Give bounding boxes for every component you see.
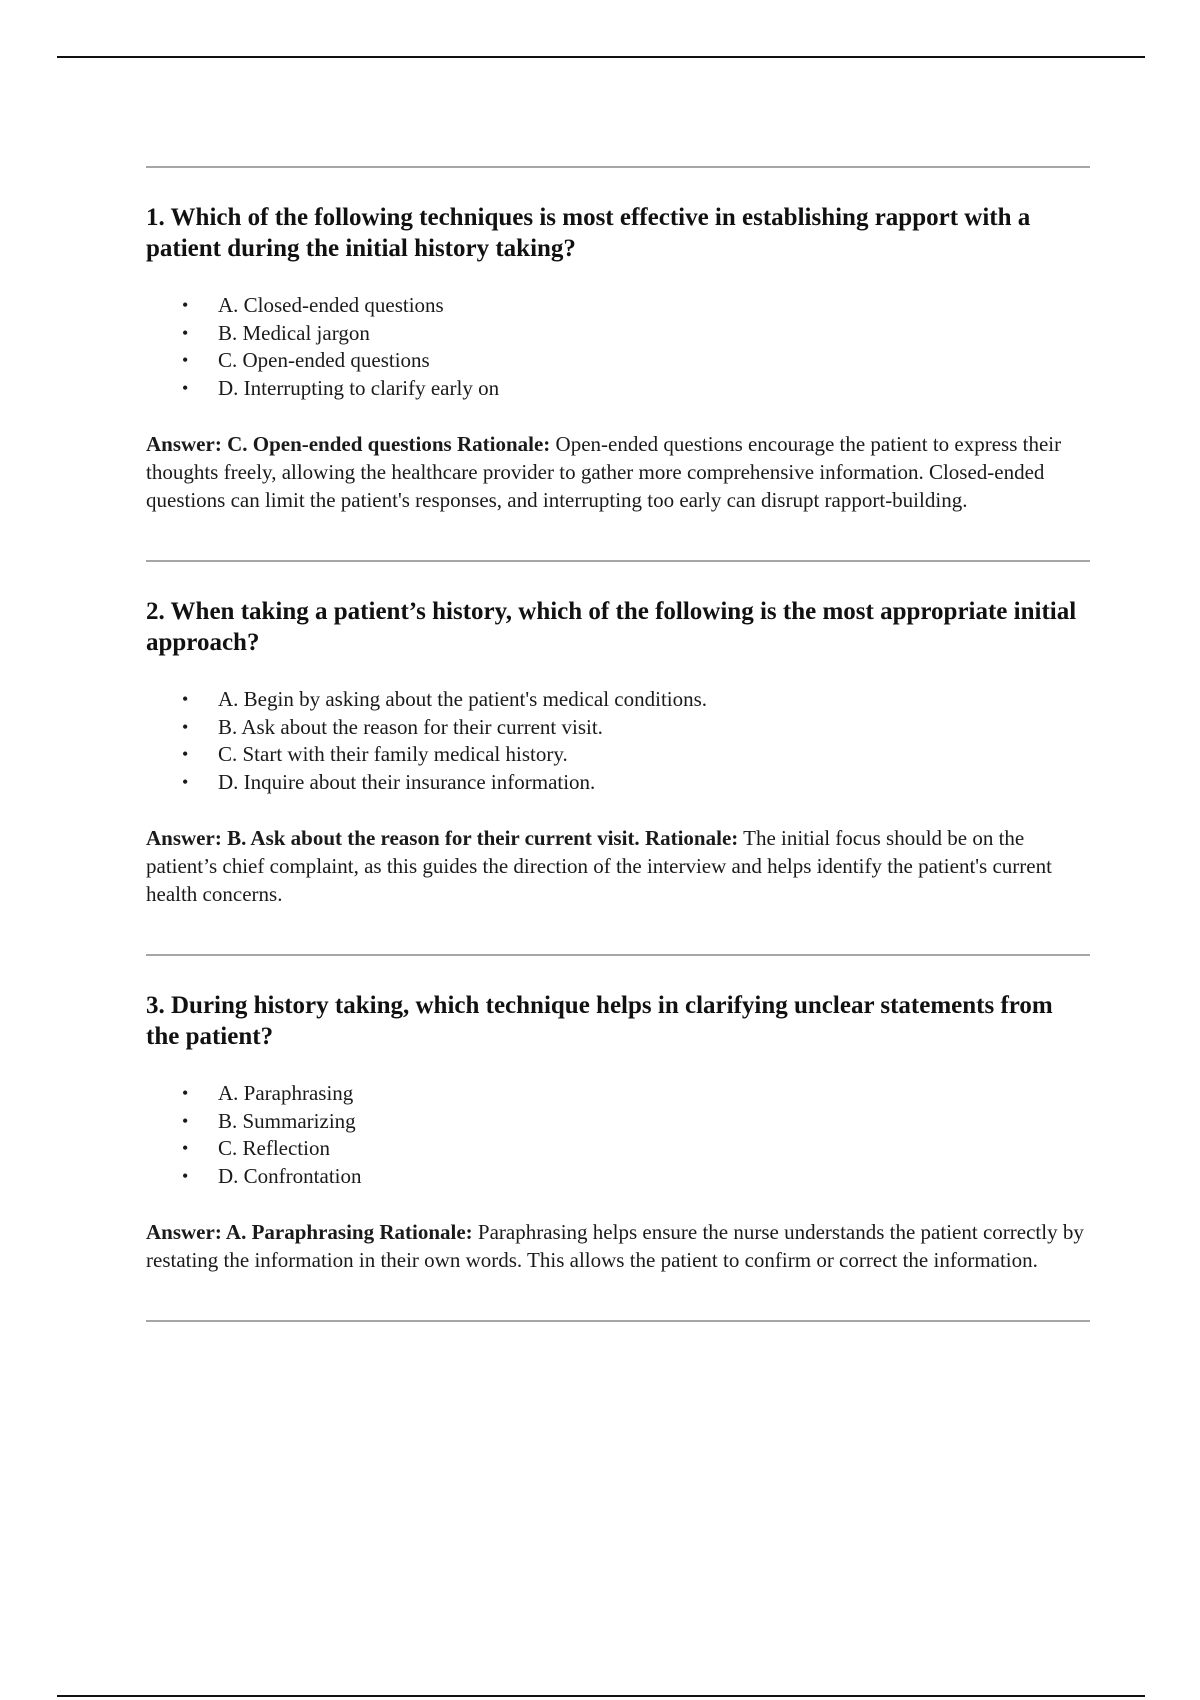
option-item: [146, 320, 1090, 348]
rationale-label: Rationale:: [379, 1220, 473, 1244]
answer-paragraph: [146, 1218, 1090, 1274]
option-list: [146, 1080, 1090, 1190]
rationale-label: Rationale:: [644, 826, 739, 850]
option-text: C. Start with their family medical history.: [218, 742, 568, 766]
question-1: [146, 168, 1090, 560]
answer-paragraph: [146, 430, 1090, 514]
bullet-icon: •: [182, 744, 189, 764]
option-item: [146, 714, 1090, 742]
section-divider: [146, 1320, 1090, 1322]
option-item: [146, 1163, 1090, 1191]
rationale-text: Paraphrasing helps ensure the nurse understands the patient correctly by restating the information in their own words. This allows the patient to confirm or correct the information.: [146, 1220, 1084, 1272]
option-text: D. Confrontation: [218, 1163, 362, 1188]
page-bottom-rule: [57, 1695, 1145, 1697]
answer-label: Answer: C. Open-ended questions: [146, 432, 452, 456]
option-item: [146, 1080, 1090, 1108]
bullet-icon: •: [182, 1138, 189, 1158]
bullet-icon: •: [182, 716, 189, 737]
bullet-icon: •: [182, 322, 189, 343]
bullet-icon: •: [182, 689, 189, 709]
option-item: [146, 1135, 1090, 1163]
option-text: B. Medical jargon: [218, 320, 370, 345]
answer-paragraph: [146, 824, 1090, 908]
bullet-icon: •: [182, 771, 189, 792]
bullet-icon: •: [182, 1110, 189, 1131]
question-title: 3. During history taking, which technique helps in clarifying unclear statements from the patient?: [146, 992, 1053, 1050]
question-title: 1. Which of the following techniques is most effective in establishing rapport with a patient during the initial history taking?: [146, 204, 1031, 262]
bullet-icon: •: [182, 1083, 189, 1103]
option-item: [146, 375, 1090, 403]
bullet-icon: •: [182, 295, 189, 315]
option-list: [146, 292, 1090, 402]
option-item: [146, 1108, 1090, 1136]
rationale-label: Rationale:: [456, 432, 551, 456]
rationale-text: The initial focus should be on the patient’s chief complaint, as this guides the direction of the interview and helps identify the patient's current health concerns.: [146, 826, 1052, 906]
option-text: A. Closed-ended questions: [218, 293, 444, 317]
option-text: B. Summarizing: [218, 1108, 356, 1133]
option-text: B. Ask about the reason for their current visit.: [218, 714, 603, 739]
bullet-icon: •: [182, 350, 189, 370]
rationale-text: Open-ended questions encourage the patient to express their thoughts freely, allowing the healthcare provider to gather more comprehensive information. Closed-ended questions can limit the patient's responses, and interrupting too early can disrupt rapport-building.: [146, 432, 1062, 512]
bullet-icon: •: [182, 1165, 189, 1186]
question-2: [146, 562, 1090, 954]
option-item: [146, 292, 1090, 320]
option-item: [146, 347, 1090, 375]
option-item: [146, 769, 1090, 797]
option-text: D. Interrupting to clarify early on: [218, 375, 500, 400]
option-text: A. Paraphrasing: [218, 1081, 354, 1105]
answer-label: Answer: B. Ask about the reason for their current visit.: [146, 826, 640, 850]
document-body: [146, 166, 1090, 1322]
option-item: [146, 741, 1090, 769]
question-title: 2. When taking a patient’s history, which of the following is the most appropriate initial approach?: [146, 598, 1077, 656]
option-item: [146, 686, 1090, 714]
option-text: C. Open-ended questions: [218, 348, 430, 372]
option-list: [146, 686, 1090, 796]
bullet-icon: •: [182, 377, 189, 398]
answer-label: Answer: A. Paraphrasing: [146, 1220, 375, 1244]
page-top-rule: [57, 56, 1145, 58]
option-text: A. Begin by asking about the patient's medical conditions.: [218, 687, 708, 711]
option-text: C. Reflection: [218, 1136, 330, 1160]
question-3: [146, 956, 1090, 1320]
option-text: D. Inquire about their insurance information.: [218, 769, 596, 794]
